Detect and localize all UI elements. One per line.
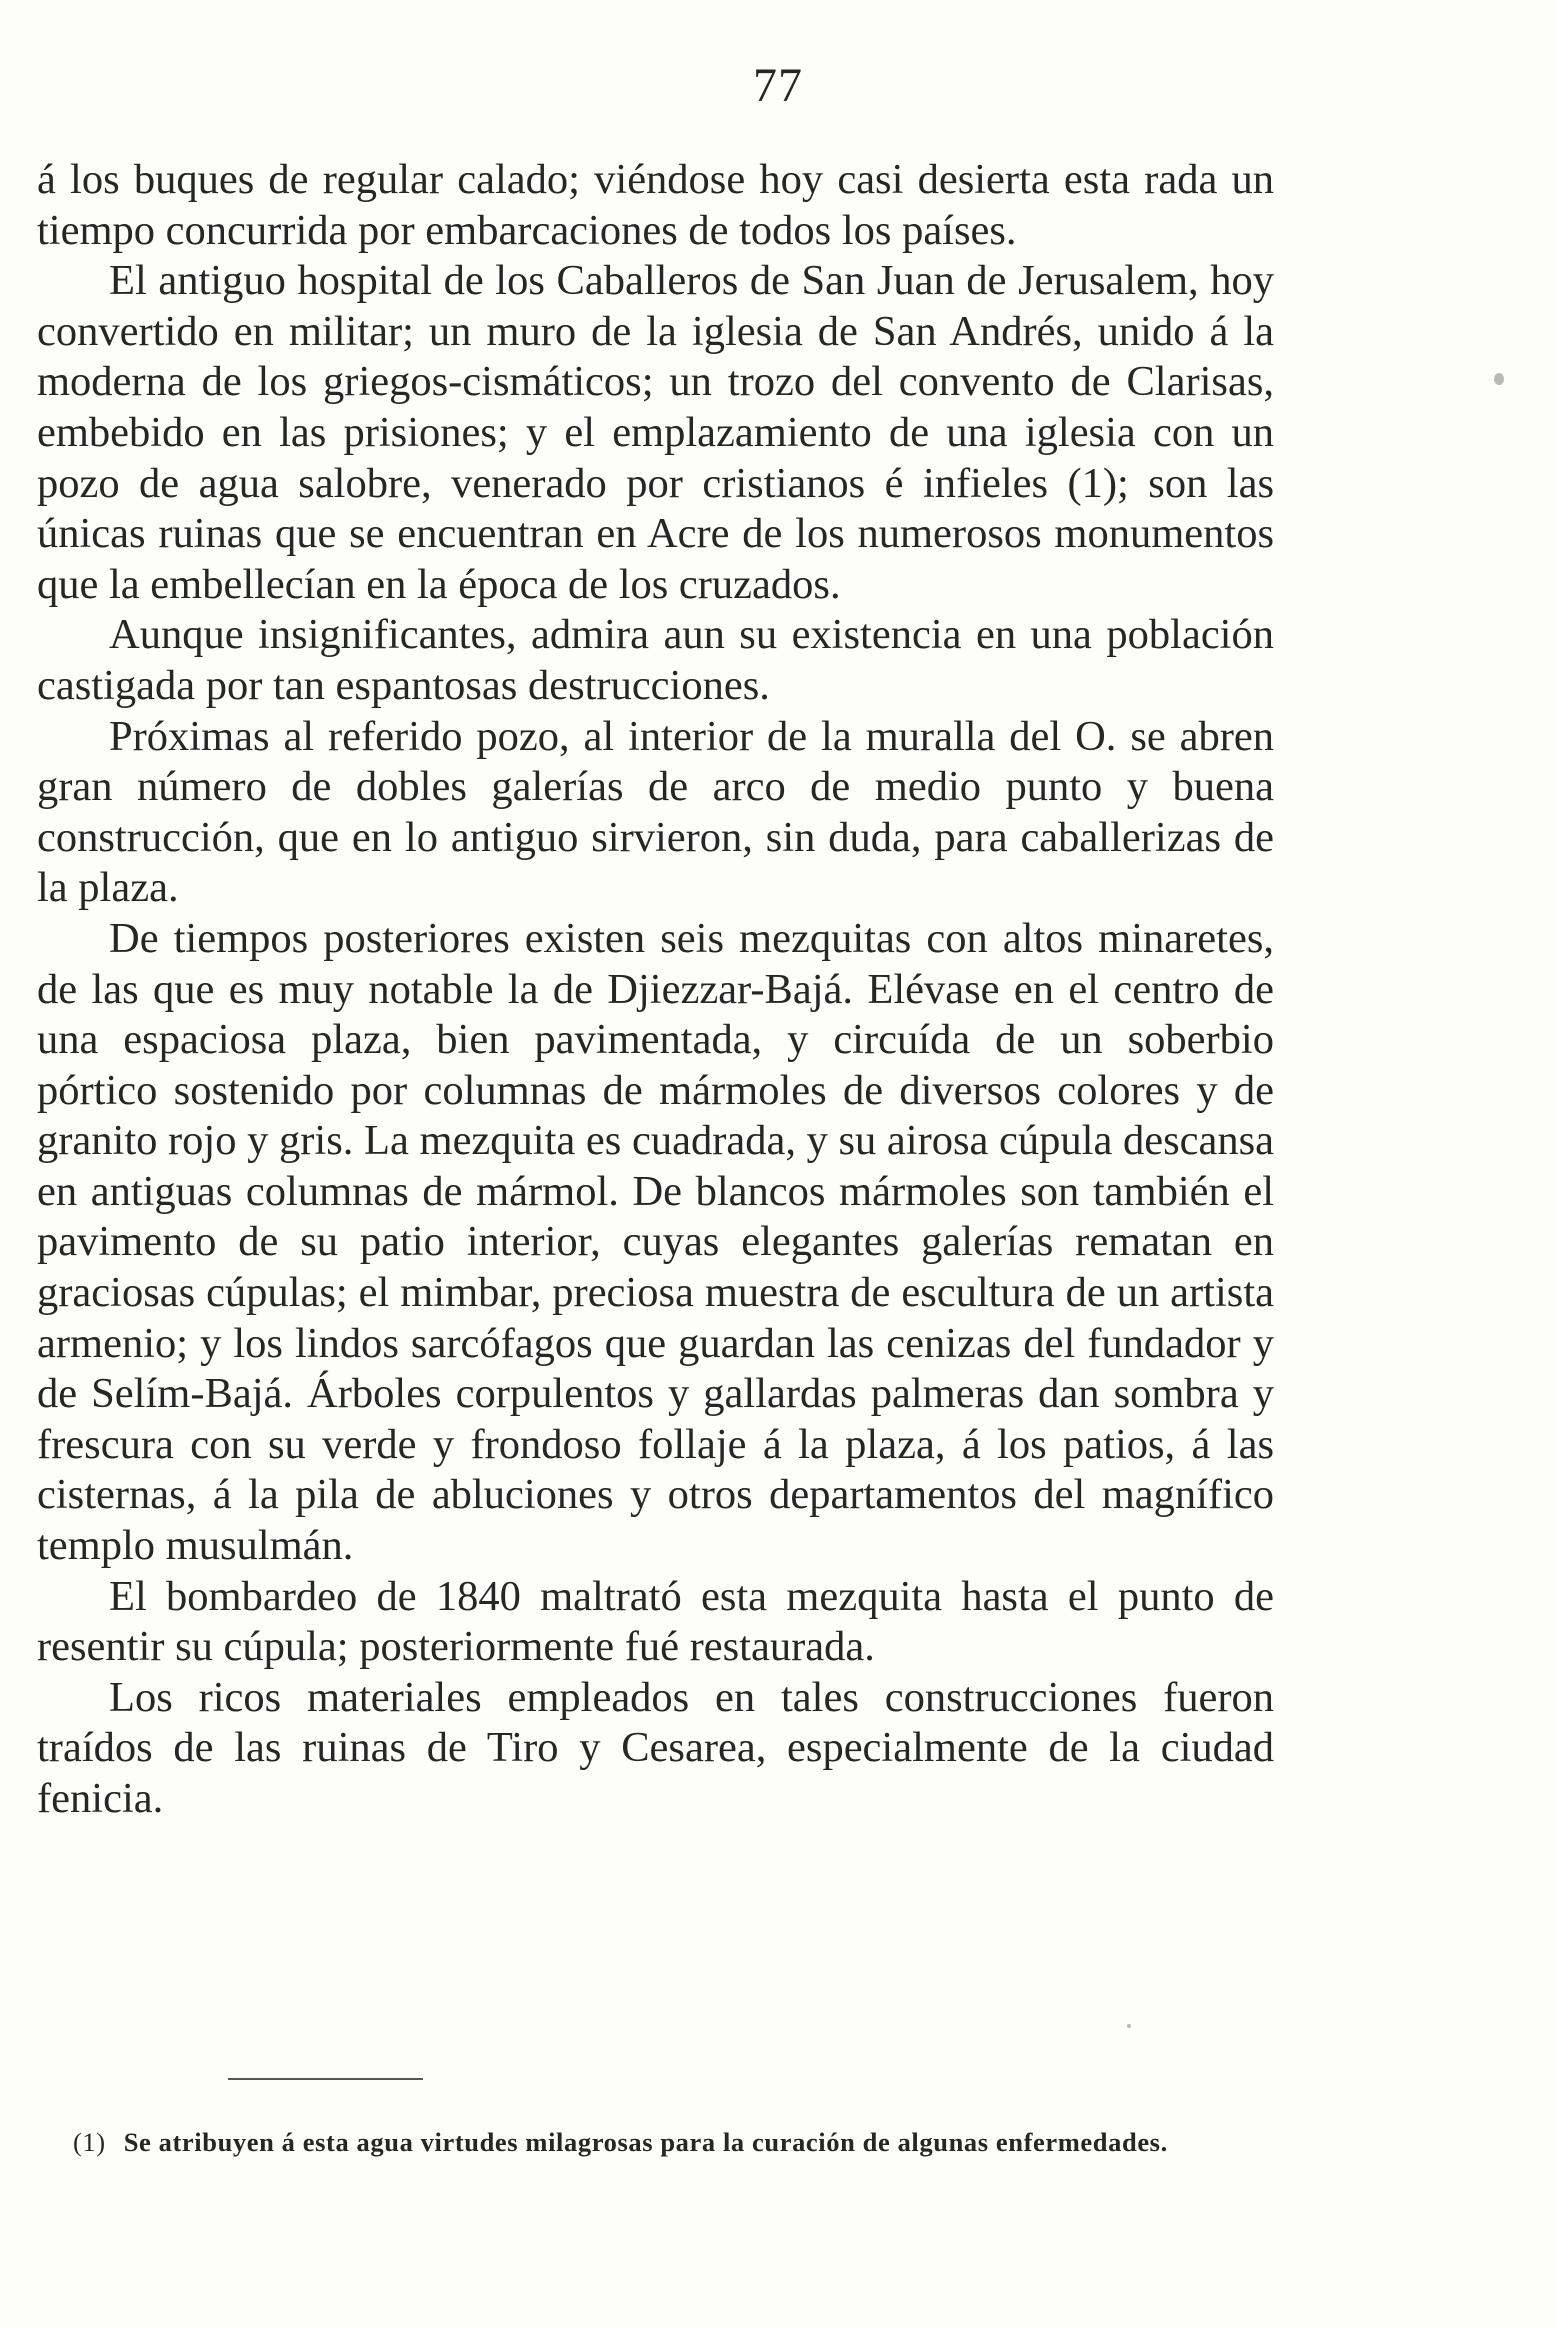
page-number: 77 <box>753 59 803 112</box>
margin-speck <box>1494 373 1504 385</box>
paragraph-bombardment: El bombardeo de 1840 maltrató esta mezquita hasta el punto de resentir su cúpula; posteriormente fué restaurada. <box>37 1572 1274 1671</box>
paragraph-continuation: á los buques de regular calado; viéndose hoy casi desierta esta rada un tiempo concurrida por embarcaciones de todos los países. <box>37 156 1274 254</box>
paragraph-hospital-ruins: El antiguo hospital de los Caballeros de San Juan de Jerusalem, hoy convertido en militar; un muro de la iglesia de San Andrés, unido á la moderna de los griegos-cismáticos; un trozo del convento de Clarisas, embebido en las prisiones; y el emplazamiento de una iglesia con un pozo de agua salobre, venerado por cristianos é infieles (1); son las únicas ruinas que se encuentran en Acre de los numerosos monumentos que la embellecían en la época de los cruzados. <box>37 257 1274 608</box>
paragraph-materials: Los ricos materiales empleados en tales construcciones fueron traídos de las ruinas de Tiro y Cesarea, especialmente de la ciudad fenicia. <box>37 1673 1274 1822</box>
paragraph-insignificant: Aunque insignificantes, admira aun su existencia en una población castigada por tan espantosas destrucciones. <box>37 611 1274 709</box>
paragraph-mosques: De tiempos posteriores existen seis mezquitas con altos minaretes, de las que es muy notable la de Djiezzar-Bajá. Elévase en el centro de una espaciosa plaza, bien pavimentada, y circuída de un soberbio pórtico sostenido por columnas de mármoles de diversos colores y de granito rojo y gris. La mezquita es cuadrada, y su airosa cúpula descansa en antiguas columnas de mármol. De blancos mármoles son también el pavimento de su patio interior, cuyas elegantes galerías rematan en graciosas cúpulas; el mimbar, preciosa muestra de escultura de un artista armenio; y los lindos sarcófagos que guardan las cenizas del fundador y de Selím-Bajá. Árboles corpulentos y gallardas palmeras dan sombra y frescura con su verde y frondoso follaje á la plaza, á los patios, á las cisternas, á la pila de abluciones y otros departamentos del magnífico templo musulmán. <box>37 914 1274 1570</box>
footnote-text: Se atribuyen á esta agua virtudes milagrosas para la curación de algunas enfermedades. <box>123 2127 1168 2157</box>
margin-speck <box>1127 2024 1131 2028</box>
paragraph-galleries: Próximas al referido pozo, al interior de la muralla del O. se abren gran número de dobles galerías de arco de medio punto y buena construcción, que en lo antiguo sirvieron, sin duda, para caballerizas de la plaza. <box>37 712 1274 912</box>
footnote-marker: (1) <box>73 2127 106 2157</box>
footnote-divider <box>228 2078 423 2080</box>
body-text <box>37 155 1274 1825</box>
footnote <box>37 2120 1274 2164</box>
